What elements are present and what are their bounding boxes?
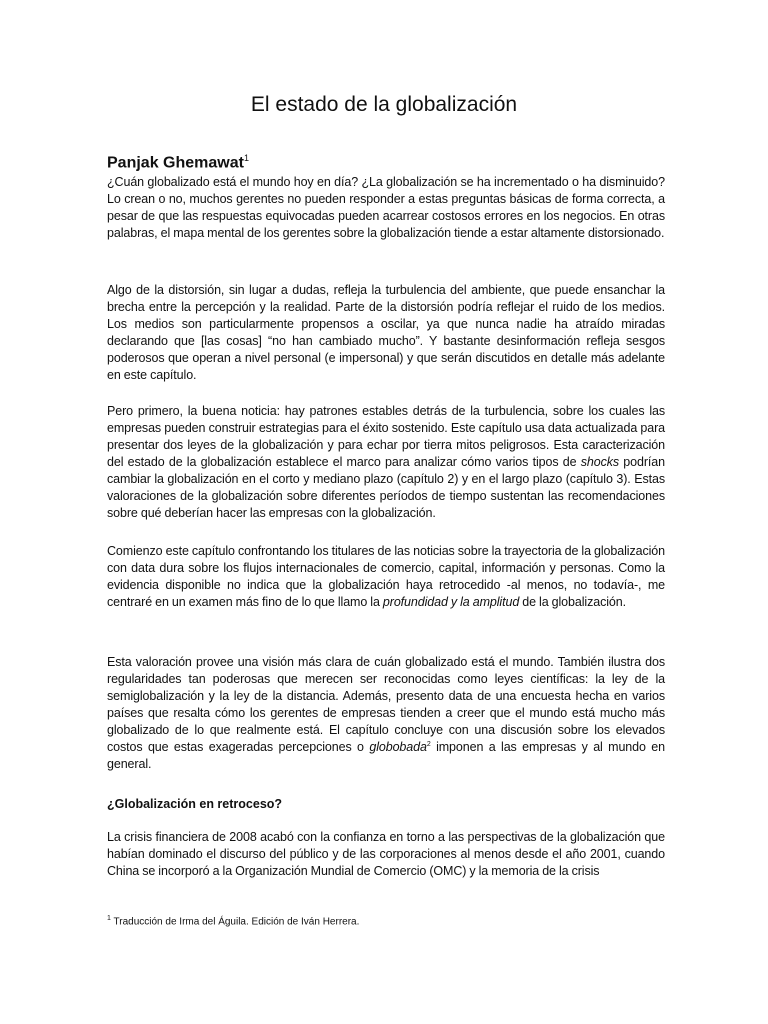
paragraph-3-text-a: Pero primero, la buena noticia: hay patrones estables detrás de la turbulencia, sobre los cuales las empresas pueden construir estrategias para el éxito sostenido. Este capítulo usa data actualizada para presentar dos leyes de la globalización y para echar por tierra mitos peligrosos. Esta caracterización del estado de la globalización establece el marco para analizar cómo varios tipos de xyxy=(107,404,665,469)
paragraph-5-emphasis: globobada xyxy=(369,740,427,754)
paragraph-4-emphasis: profundidad y la amplitud xyxy=(382,595,520,609)
footnote-mark: 1 xyxy=(107,915,111,922)
paragraph-5-text-b: imponen a las empresas y al mundo en general. xyxy=(107,740,665,771)
section-heading: ¿Globalización en retroceso? xyxy=(107,797,283,811)
paragraph-3 xyxy=(107,403,665,522)
paragraph-2: Algo de la distorsión, sin lugar a dudas, refleja la turbulencia del ambiente, que puede ensanchar la brecha entre la percepción y la realidad. Parte de la distorsión podría reflejar el ruido de los medios. Los medios son particularmente propensos a oscilar, ya que nunca nadie ha atraído miradas declarando que [las cosas] “no han cambiado mucho”. Y bastante desinformación refleja sesgos poderosos que operan a nivel personal (e impersonal) y que serán discutidos en detalle más adelante en este capítulo. xyxy=(107,283,665,382)
paragraph-5-text-a: Esta valoración provee una visión más clara de cuán globalizado está el mundo. También ilustra dos regularidades tan poderosas que merecen ser reconocidas como leyes científicas: la ley de la semiglobalización y la ley de la distancia. Además, presento data de una encuesta hecha en varios países que resalta cómo los gerentes de empresas tienden a creer que el mundo está mucho más globalizado de lo que realmente está. El capítulo concluye con una discusión sobre los elevados costos que estas exageradas percepciones o xyxy=(107,655,665,754)
footnote xyxy=(107,912,359,929)
paragraph-4-text-b: de la globalización. xyxy=(519,595,626,609)
document-title: El estado de la globalización xyxy=(250,93,518,116)
paragraph-6: La crisis financiera de 2008 acabó con la confianza en torno a las perspectivas de la globalización que habían dominado el discurso del público y de las corporaciones al menos desde el año 2001, cuando China se incorporó a la Organización Mundial de Comercio (OMC) y la memoria de la crisis xyxy=(107,830,665,878)
paragraph-3-emphasis: shocks xyxy=(580,455,620,469)
author-name xyxy=(107,148,249,173)
footnote-reference: 1 xyxy=(243,153,249,163)
author-name-text: Panjak Ghemawat xyxy=(107,154,244,172)
footnote-reference-2: 2 xyxy=(426,740,431,748)
paragraph-3-text-b: podrían cambiar la globalización en el corto y mediano plazo (capítulo 2) y en el largo plazo (capítulo 3). Estas valoraciones de la globalización sobre diferentes períodos de tiempo sustentan las recomendaciones sobre qué deberían hacer las empresas con la globalización. xyxy=(107,455,665,520)
footnote-text: Traducción de Irma del Águila. Edición de Iván Herrera. xyxy=(113,916,360,928)
paragraph-1: ¿Cuán globalizado está el mundo hoy en día? ¿La globalización se ha incrementado o ha disminuido? Lo crean o no, muchos gerentes no pueden responder a estas preguntas básicas de forma correcta, a pesar de que las respuestas equivocadas pueden acarrear costosos errores en los negocios. En otras palabras, el mapa mental de los gerentes sobre la globalización tiende a estar altamente distorsionado. xyxy=(107,175,665,240)
paragraph-5 xyxy=(107,654,665,773)
paragraph-4-text-a: Comienzo este capítulo confrontando los titulares de las noticias sobre la trayectoria de la globalización con data dura sobre los flujos internacionales de comercio, capital, información y personas. Como la evidencia disponible no indica que la globalización haya retrocedido -al menos, no todavía-, me centraré en un examen más fino de lo que llamo la xyxy=(107,544,665,609)
paragraph-4 xyxy=(107,543,665,611)
